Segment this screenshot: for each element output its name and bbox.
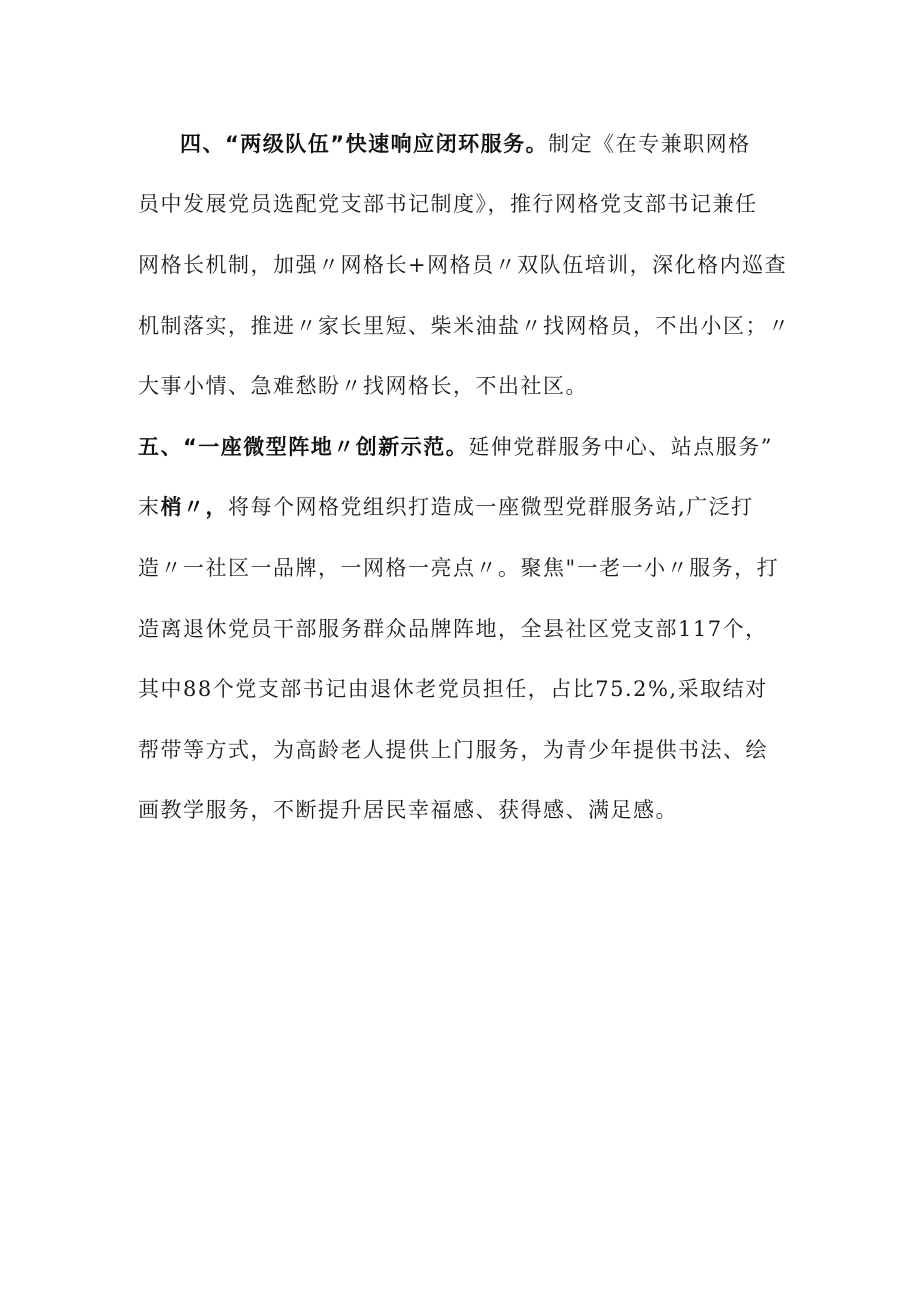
section5-line-1 — [138, 432, 773, 462]
section5-heading: 五、“一座微型阵地〃创新示范。 — [138, 435, 469, 459]
section4-line-5: 大事小情、急难愁盼〃找网格长，不出社区。 — [138, 374, 588, 398]
section5-text-2b: 梢〃， — [160, 495, 228, 519]
section5-text-2c: 将每个网格党组织打造成一座微型党群服务站,广泛打 — [228, 495, 754, 519]
section4-line-4: 机制落实，推进〃家长里短、柴米油盐〃找网格员，不出小区；〃 — [138, 314, 791, 338]
section5-line-7: 画教学服务，不断提升居民幸福感、获得感、满足感。 — [138, 798, 678, 822]
section5-text-1: 延伸党群服务中心、站点服务” — [468, 435, 774, 459]
section5-line-6: 帮带等方式，为高龄老人提供上门服务，为青少年提供书法、绘 — [138, 738, 768, 762]
section5-line-4: 造离退休党员干部服务群众品牌阵地，全县社区党支部117个， — [138, 617, 768, 641]
section4-text-1: 制定《在专兼职网格 — [548, 132, 751, 156]
section5-text-2a: 末 — [138, 495, 161, 519]
section4-line-3: 网格长机制，加强〃网格长+网格员〃双队伍培训，深化格内巡查 — [138, 253, 788, 277]
section5-line-2 — [138, 492, 754, 522]
section5-line-5: 其中88个党支部书记由退休老党员担任，占比75.2%,采取结对 — [138, 677, 768, 701]
section4-heading: 四、“两级队伍”快速响应闭环服务。 — [180, 132, 549, 156]
section4-line-2: 员中发展党员选配党支部书记制度》，推行网格党支部书记兼任 — [138, 192, 758, 216]
section4-line-1 — [180, 129, 751, 159]
section5-line-3: 造〃一社区一品牌，一网格一亮点〃。聚焦"一老一小〃服务，打 — [138, 556, 780, 580]
